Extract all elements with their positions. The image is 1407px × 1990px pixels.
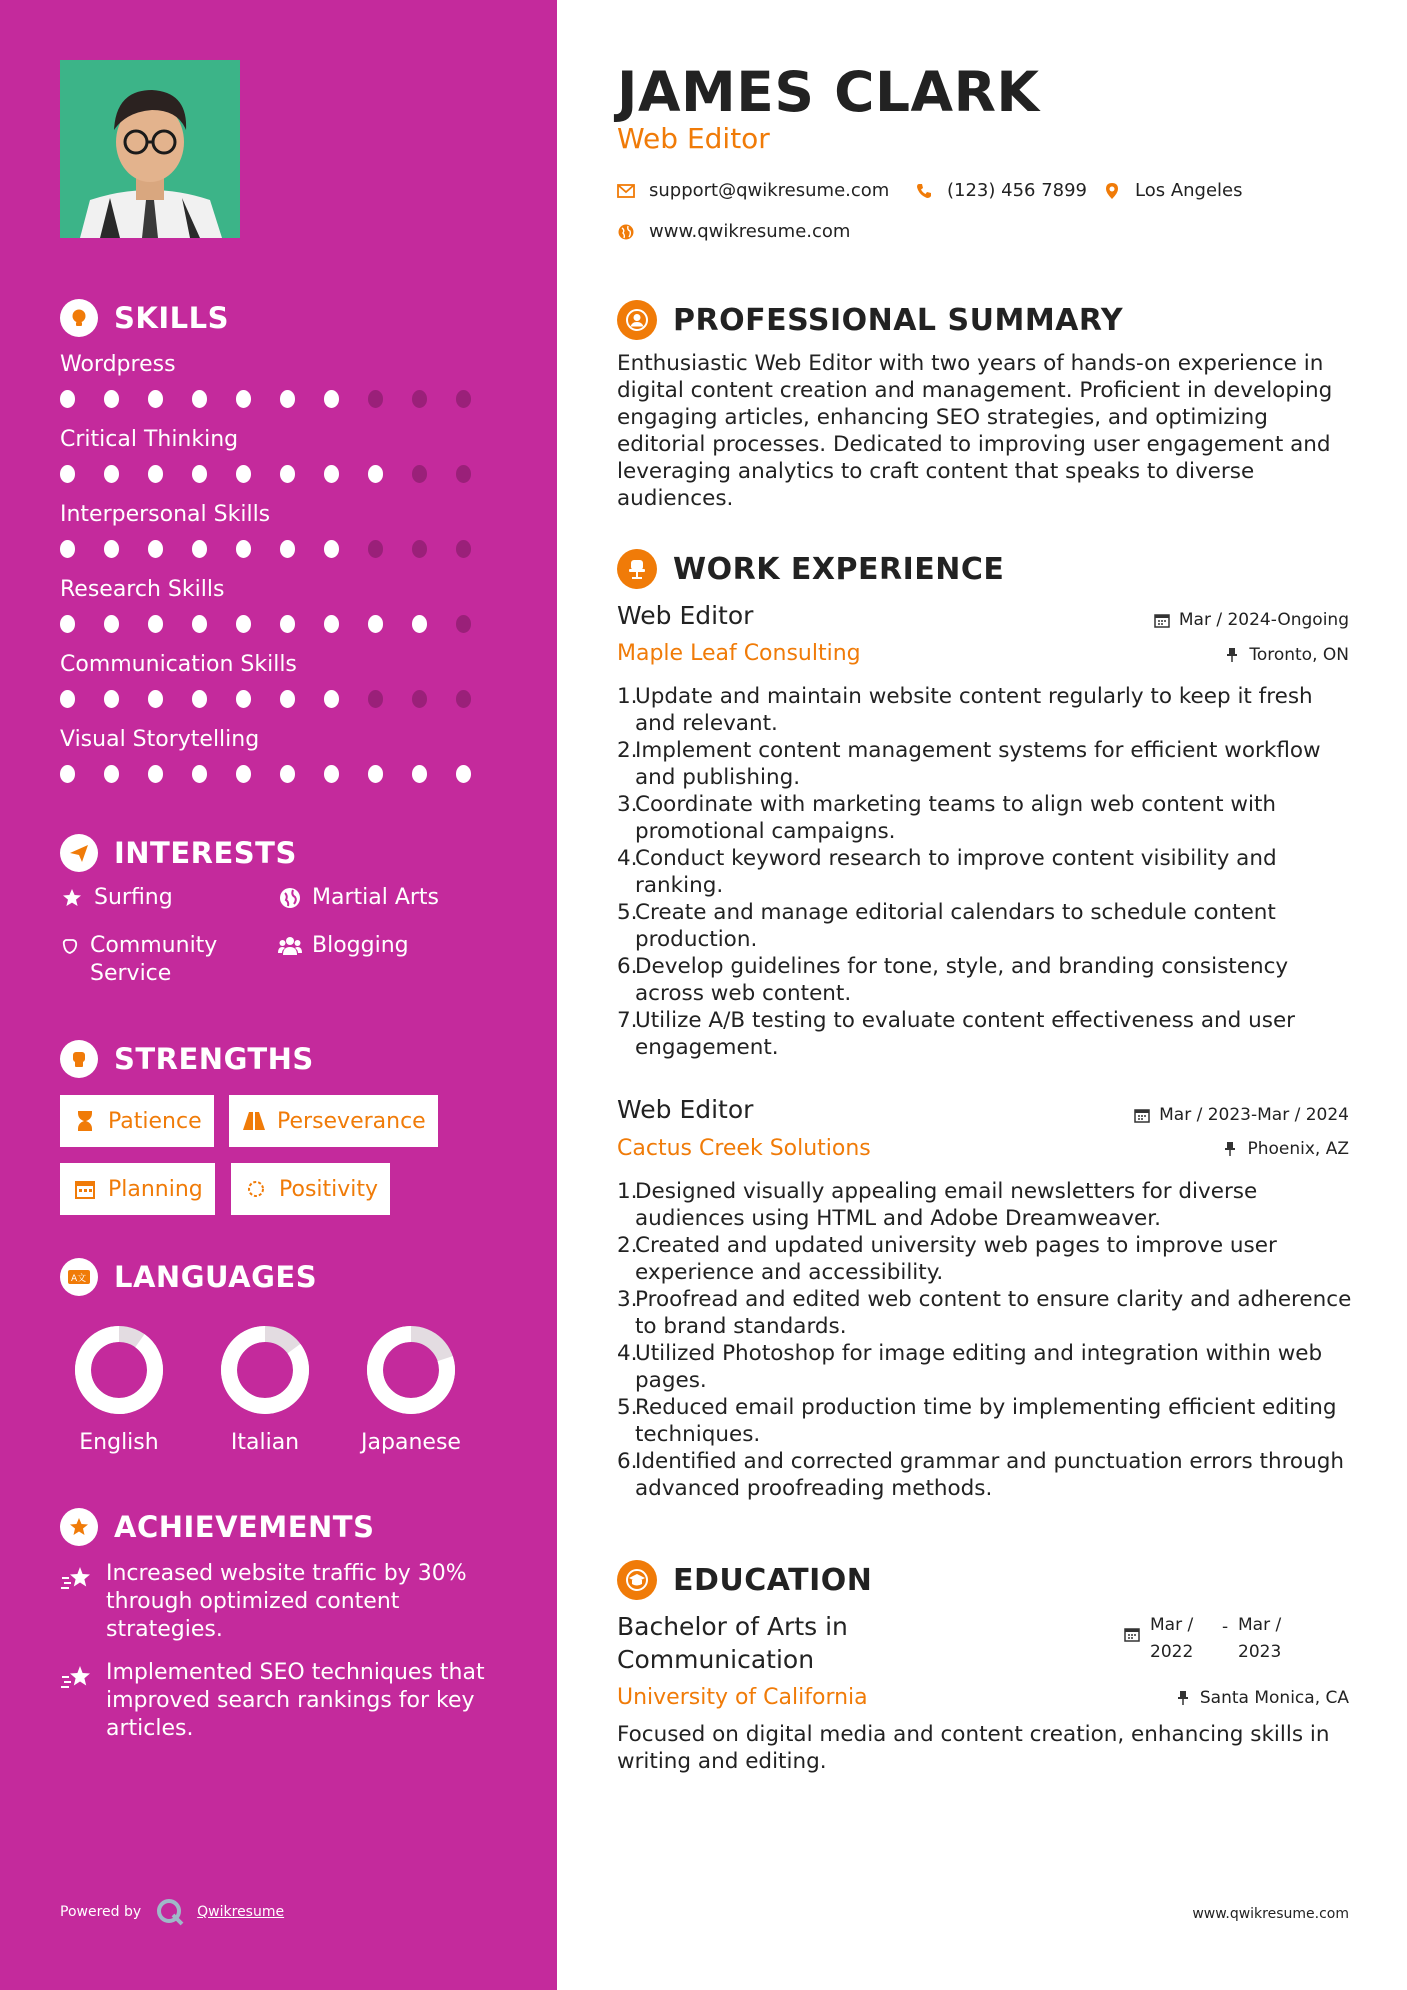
job-bullet [617, 845, 1357, 899]
skill-name: Interpersonal Skills [60, 502, 271, 527]
achievements-title: ACHIEVEMENTS [114, 1510, 375, 1544]
skill-name: Visual Storytelling [60, 727, 260, 752]
skill-dot [60, 615, 75, 633]
hand-icon [60, 934, 80, 958]
bullet-number: 7. [617, 1008, 638, 1033]
skill-dot [456, 765, 471, 783]
bullet-number: 1. [617, 1179, 638, 1204]
achievements-header [60, 1508, 374, 1546]
skill-dot [192, 765, 207, 783]
users-icon [278, 934, 302, 958]
calendar-icon [1153, 611, 1171, 629]
skill-dot [148, 390, 163, 408]
skill-dot [60, 765, 75, 783]
job-dates [1153, 610, 1349, 630]
education-school: University of California [617, 1685, 868, 1710]
skill-dot [456, 690, 471, 708]
envelope-icon [617, 182, 635, 200]
job-role: Web Editor [617, 601, 754, 630]
skill-dot [60, 390, 75, 408]
languages-header [60, 1258, 317, 1296]
interest-label: Surfing [94, 885, 173, 910]
job-bullet [617, 1286, 1357, 1340]
skill-rating [60, 765, 500, 785]
skill-dot [324, 465, 339, 483]
bullet-text: Reduced email production time by implementing efficient editing techniques. [635, 1395, 1337, 1447]
contact-phone [915, 180, 1087, 201]
interest-item [60, 932, 260, 988]
bullet-number: 5. [617, 1395, 638, 1420]
skill-dot [324, 690, 339, 708]
strength-label: Patience [108, 1108, 202, 1134]
skill-dot [60, 465, 75, 483]
interest-label: Community Service [90, 933, 218, 986]
skill-rating [60, 615, 500, 635]
skill-dot [412, 390, 427, 408]
language-donut [363, 1322, 459, 1418]
translate-icon [60, 1258, 98, 1296]
skill-name: Wordpress [60, 352, 176, 377]
skill-dot [324, 540, 339, 558]
candidate-name: JAMES CLARK [617, 60, 1040, 124]
skill-name: Critical Thinking [60, 427, 239, 452]
job-location [1221, 1139, 1349, 1159]
job-bullet [617, 1394, 1357, 1448]
skill-rating [60, 690, 500, 710]
job-role: Web Editor [617, 1095, 754, 1124]
briefcase-chair-icon [617, 549, 657, 589]
skill-dot [236, 690, 251, 708]
skill-dot [280, 690, 295, 708]
skill-dot [412, 765, 427, 783]
languages-title: LANGUAGES [114, 1260, 318, 1294]
language-donut [217, 1322, 313, 1418]
graduation-cap-icon [617, 1560, 657, 1600]
language-name: Japanese [361, 1430, 461, 1455]
language-name: Italian [230, 1430, 300, 1455]
education-date-start: Mar / 2022 [1150, 1615, 1194, 1662]
pushpin-icon [1223, 646, 1241, 664]
job-bullet [617, 1007, 1357, 1061]
bullet-number: 3. [617, 792, 638, 817]
profile-photo [60, 60, 240, 238]
job-bullet [617, 1340, 1357, 1394]
achievement-text: Implemented SEO techniques that improved search rankings for key articles. [106, 1660, 485, 1741]
interest-item [278, 932, 409, 960]
bullet-text: Proofread and edited web content to ensure clarity and adherence to brand standards. [635, 1287, 1352, 1339]
skill-dot [280, 465, 295, 483]
bullet-text: Implement content management systems for efficient workflow and publishing. [635, 738, 1321, 790]
skill-dot [192, 540, 207, 558]
strengths-title: STRENGTHS [114, 1042, 314, 1076]
globe-icon [617, 223, 635, 241]
map-pin-icon [1103, 182, 1121, 200]
job-bullet [617, 1178, 1357, 1232]
interest-label: Martial Arts [312, 885, 440, 910]
road-icon [241, 1108, 267, 1134]
education-degree: Bachelor of Arts in Communication [617, 1612, 848, 1674]
skill-dot [280, 540, 295, 558]
globe-icon [278, 886, 302, 910]
education-location-text: Santa Monica, CA [1199, 1688, 1349, 1708]
bullet-number: 3. [617, 1287, 638, 1312]
bullet-text: Create and manage editorial calendars to schedule content production. [635, 900, 1276, 952]
sun-icon [243, 1176, 269, 1202]
skills-header [60, 299, 229, 337]
powered-by [60, 1897, 284, 1927]
bullet-number: 6. [617, 954, 638, 979]
skill-item [60, 352, 500, 410]
skill-dot [368, 615, 383, 633]
experience-header [617, 549, 1004, 589]
strength-badge [229, 1095, 438, 1147]
shooting-star-icon [60, 1663, 94, 1693]
bullet-number: 1. [617, 684, 638, 709]
interests-header [60, 834, 297, 872]
skill-dot [280, 390, 295, 408]
bullet-text: Identified and corrected grammar and punctuation errors through advanced proofreading methods. [635, 1449, 1344, 1501]
language-name: English [79, 1430, 159, 1455]
skill-dot [280, 615, 295, 633]
skill-dot [236, 465, 251, 483]
skill-rating [60, 540, 500, 560]
calendar-icon [1124, 1626, 1142, 1644]
skill-dot [104, 615, 119, 633]
skill-dot [368, 690, 383, 708]
skill-dot [456, 540, 471, 558]
skill-dot [60, 540, 75, 558]
skill-dot [236, 540, 251, 558]
summary-title: PROFESSIONAL SUMMARY [673, 302, 1124, 338]
job-bullet [617, 1232, 1357, 1286]
paper-plane-icon [60, 834, 98, 872]
phone-text[interactable]: (123) 456 7899 [947, 180, 1088, 201]
summary-text: Enthusiastic Web Editor with two years of hands-on experience in digital content creation and management. Proficient in developing engaging articles, enhancing SEO strategies, and optimizing editorial processes. Dedicated to improving user engagement and leveraging analytics to craft content that speaks to diverse audiences. [617, 351, 1333, 511]
user-icon [617, 300, 657, 340]
job-bullet [617, 683, 1357, 737]
skill-dot [280, 765, 295, 783]
bullet-text: Update and maintain website content regularly to keep it fresh and relevant. [635, 684, 1313, 736]
skill-dot [456, 390, 471, 408]
strength-badge [231, 1163, 390, 1215]
skill-dot [148, 765, 163, 783]
skill-item [60, 502, 500, 560]
pushpin-icon [1221, 1140, 1239, 1158]
education-location [1174, 1688, 1349, 1708]
language-item [59, 1322, 179, 1455]
strength-badge [60, 1095, 214, 1147]
skill-dot [324, 765, 339, 783]
achievement-item [60, 1659, 500, 1743]
skill-dot [368, 390, 383, 408]
summary-header [617, 300, 1123, 340]
strength-label: Perseverance [277, 1108, 426, 1134]
calendar-icon [72, 1176, 98, 1202]
strengths-header [60, 1040, 314, 1078]
footer-website[interactable]: www.qwikresume.com [1192, 1906, 1349, 1922]
bullet-number: 2. [617, 1233, 638, 1258]
contact-website [617, 221, 850, 242]
powered-by-label: Powered by [60, 1904, 142, 1920]
bullet-text: Develop guidelines for tone, style, and branding consistency across web content. [635, 954, 1289, 1006]
skill-dot [148, 615, 163, 633]
strength-badge [60, 1163, 215, 1215]
skill-dot [148, 690, 163, 708]
contact-email [617, 180, 889, 201]
skill-dot [104, 765, 119, 783]
language-donut [71, 1322, 167, 1418]
skill-dot [368, 465, 383, 483]
education-header [617, 1560, 872, 1600]
skill-dot [148, 465, 163, 483]
skill-dot [368, 765, 383, 783]
skill-rating [60, 390, 500, 410]
qwikresume-logo-icon [155, 1897, 185, 1927]
bullet-text: Utilized Photoshop for image editing and integration within web pages. [635, 1341, 1323, 1393]
skill-dot [192, 465, 207, 483]
job-location [1223, 645, 1349, 665]
language-item [351, 1322, 471, 1455]
achievement-text: Increased website traffic by 30% through optimized content strategies. [106, 1561, 467, 1642]
skill-dot [236, 390, 251, 408]
bullet-number: 5. [617, 900, 638, 925]
education-title: EDUCATION [673, 1562, 873, 1598]
job-bullet [617, 791, 1357, 845]
job-company: Cactus Creek Solutions [617, 1136, 871, 1161]
hourglass-icon [72, 1108, 98, 1134]
education-date-sep: - [1222, 1617, 1229, 1637]
skill-dot [192, 390, 207, 408]
interest-item [60, 884, 173, 912]
bullet-number: 6. [617, 1449, 638, 1474]
skill-dot [324, 615, 339, 633]
education-date-end: Mar / 2023 [1238, 1615, 1282, 1662]
skill-dot [104, 690, 119, 708]
job-bullets [617, 683, 1357, 1061]
bullet-number: 2. [617, 738, 638, 763]
bullet-text: Designed visually appealing email newsletters for diverse audiences using HTML and Adobe Dreamweaver. [635, 1179, 1258, 1231]
pushpin-icon [1174, 1689, 1192, 1707]
skill-name: Research Skills [60, 577, 225, 602]
lightbulb-icon [60, 299, 98, 337]
svg-text:A文: A文 [71, 1274, 87, 1284]
bullet-number: 4. [617, 846, 638, 871]
star-icon [60, 886, 84, 910]
job-location-text: Phoenix, AZ [1247, 1139, 1349, 1159]
skill-item [60, 577, 500, 635]
contact-location [1103, 180, 1243, 201]
calendar-icon [1133, 1106, 1151, 1124]
interest-label: Blogging [312, 933, 409, 958]
skill-item [60, 652, 500, 710]
skill-dot [236, 615, 251, 633]
skill-dot [236, 765, 251, 783]
bullet-number: 4. [617, 1341, 638, 1366]
skill-item [60, 427, 500, 485]
bullet-text: Coordinate with marketing teams to align web content with promotional campaigns. [635, 792, 1277, 844]
language-item [205, 1322, 325, 1455]
skill-dot [104, 540, 119, 558]
job-bullet [617, 899, 1357, 953]
main-content [557, 0, 1407, 1990]
skill-dot [148, 540, 163, 558]
bullet-text: Conduct keyword research to improve content visibility and ranking. [635, 846, 1277, 898]
achievement-item [60, 1560, 500, 1644]
skill-dot [412, 690, 427, 708]
experience-title: WORK EXPERIENCE [673, 551, 1005, 587]
skill-dot [60, 690, 75, 708]
donut-fill [83, 1334, 155, 1406]
skill-dot [456, 615, 471, 633]
skill-dot [412, 615, 427, 633]
location-text: Los Angeles [1135, 180, 1243, 201]
strength-label: Positivity [279, 1176, 379, 1202]
job-dates-text: Mar / 2024-Ongoing [1178, 610, 1349, 630]
skills-title: SKILLS [114, 301, 229, 335]
skill-dot [412, 465, 427, 483]
job-dates [1133, 1105, 1349, 1125]
skill-name: Communication Skills [60, 652, 297, 677]
sidebar [0, 0, 557, 1990]
education-text: Focused on digital media and content creation, enhancing skills in writing and editing. [617, 1722, 1330, 1774]
job-bullet [617, 1448, 1357, 1502]
skill-rating [60, 465, 500, 485]
skill-dot [456, 465, 471, 483]
interests-title: INTERESTS [114, 836, 297, 870]
qwikresume-link[interactable]: Qwikresume [197, 1904, 285, 1920]
skill-dot [368, 540, 383, 558]
skill-dot [192, 615, 207, 633]
skill-item [60, 727, 500, 785]
skill-dot [104, 465, 119, 483]
interest-item [278, 884, 439, 912]
trophy-star-icon [60, 1508, 98, 1546]
bullet-text: Utilize A/B testing to evaluate content effectiveness and user engagement. [635, 1008, 1296, 1060]
fist-icon [60, 1040, 98, 1078]
bullet-text: Created and updated university web pages to improve user experience and accessibility. [635, 1233, 1277, 1285]
skill-dot [192, 690, 207, 708]
job-company: Maple Leaf Consulting [617, 641, 861, 666]
candidate-title: Web Editor [617, 122, 770, 155]
strength-label: Planning [108, 1176, 203, 1202]
email-text[interactable]: support@qwikresume.com [649, 180, 890, 201]
skill-dot [104, 390, 119, 408]
skill-dot [412, 540, 427, 558]
job-location-text: Toronto, ON [1249, 645, 1349, 665]
education-dates [1124, 1612, 1298, 1666]
skill-dot [324, 390, 339, 408]
job-dates-text: Mar / 2023-Mar / 2024 [1159, 1105, 1349, 1125]
job-bullet [617, 737, 1357, 791]
phone-icon [915, 182, 933, 200]
shooting-star-icon [60, 1564, 94, 1594]
job-bullets [617, 1178, 1357, 1502]
website-text[interactable]: www.qwikresume.com [649, 221, 851, 242]
job-bullet [617, 953, 1357, 1007]
